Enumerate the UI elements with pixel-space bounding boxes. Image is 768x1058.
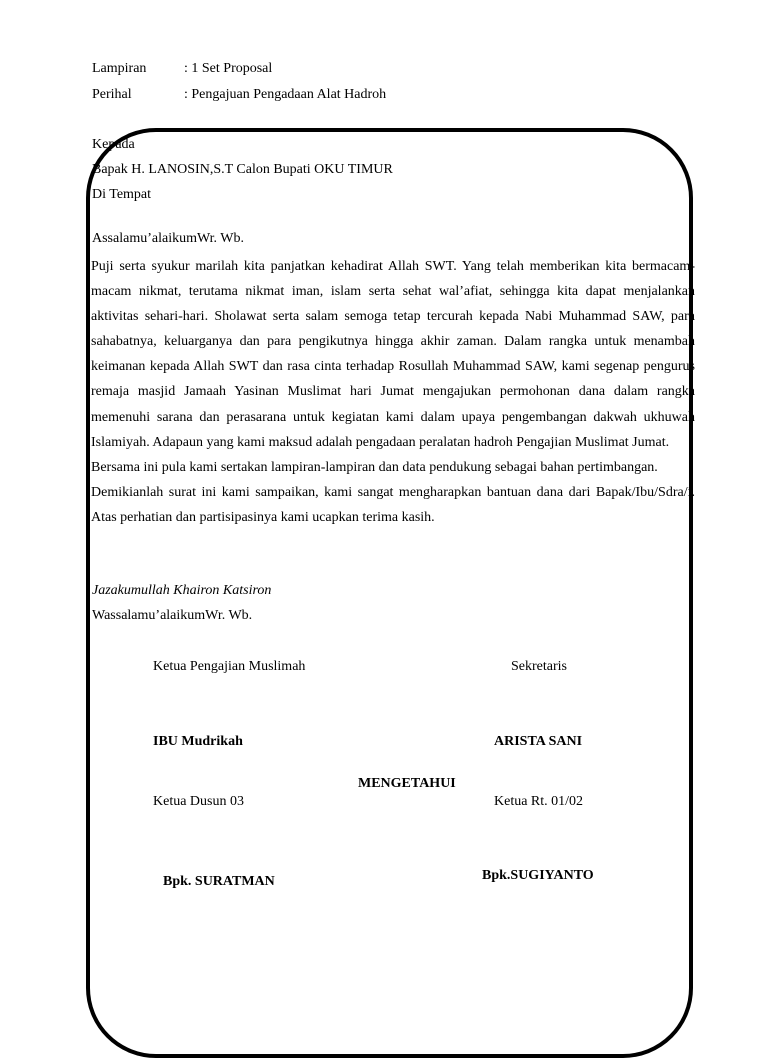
recipient-kepada: Kepada	[92, 137, 135, 152]
paragraph-opening: Puji serta syukur marilah kita panjatkan kehadirat Allah SWT. Yang telah memberikan kita bermacam-macam nikmat, terutama nikmat iman, islam serta sehat wal’afiat, sehingga kita dapat menjalankan aktivitas sehari-hari. Sholawat serta salam semoga tetap tercurah kepada Nabi Muhammad SAW, para sahabatnya, keluarganya dan para pengikutnya hingga akhir zaman. Dalam rangka untuk menambah keimanan kepada Allah SWT dan rasa cinta terhadap Rosullah Muhammad SAW, kami segenap pengurus remaja masjid Jamaah Yasinan Muslimat hari Jumat mengajukan permohonan dana dalam rangka memenuhi sarana dan perasarana untuk kegiatan kami dalam upaya pengembangan dakwah ukhuwah Islamiyah. Adapaun yang kami maksud adalah pengadaan peralatan hadroh Pengajian Muslimat Jumat.	[91, 259, 695, 450]
ketua-rt-name: Bpk.SUGIYANTO	[482, 868, 594, 883]
greeting: Assalamu’alaikumWr. Wb.	[92, 231, 244, 246]
ketua-dusun-name: Bpk. SURATMAN	[163, 874, 275, 889]
closing-prayer: Jazakumullah Khairon Katsiron	[92, 583, 272, 598]
paragraph-closing: Demikianlah surat ini kami sampaikan, kami sangat mengharapkan bantuan dana dari Bapak/Ibu/Sdra/i. Atas perhatian dan partisipasinya kami ucapkan terima kasih.	[91, 484, 695, 525]
letter-body	[91, 254, 695, 584]
paragraph-attachments: Bersama ini pula kami sertakan lampiran-lampiran dan data pendukung sebagai bahan pertimbangan.	[91, 459, 658, 475]
lampiran-label: Lampiran	[92, 61, 147, 76]
mengetahui-heading: MENGETAHUI	[358, 776, 456, 791]
recipient-name: Bapak H. LANOSIN,S.T Calon Bupati OKU TIMUR	[92, 162, 393, 177]
sekretaris-title: Sekretaris	[511, 659, 567, 674]
perihal-label: Perihal	[92, 87, 132, 102]
recipient-place: Di Tempat	[92, 187, 152, 202]
ketua-pengajian-name: IBU Mudrikah	[153, 734, 243, 749]
lampiran-value: : 1 Set Proposal	[184, 61, 273, 76]
closing-salam: Wassalamu’alaikumWr. Wb.	[92, 608, 253, 623]
perihal-value: : Pengajuan Pengadaan Alat Hadroh	[184, 87, 387, 102]
sekretaris-name: ARISTA SANI	[494, 734, 583, 749]
ketua-dusun-title: Ketua Dusun 03	[153, 794, 244, 809]
ketua-rt-title: Ketua Rt. 01/02	[494, 794, 584, 809]
ketua-pengajian-title: Ketua Pengajian Muslimah	[153, 659, 306, 674]
